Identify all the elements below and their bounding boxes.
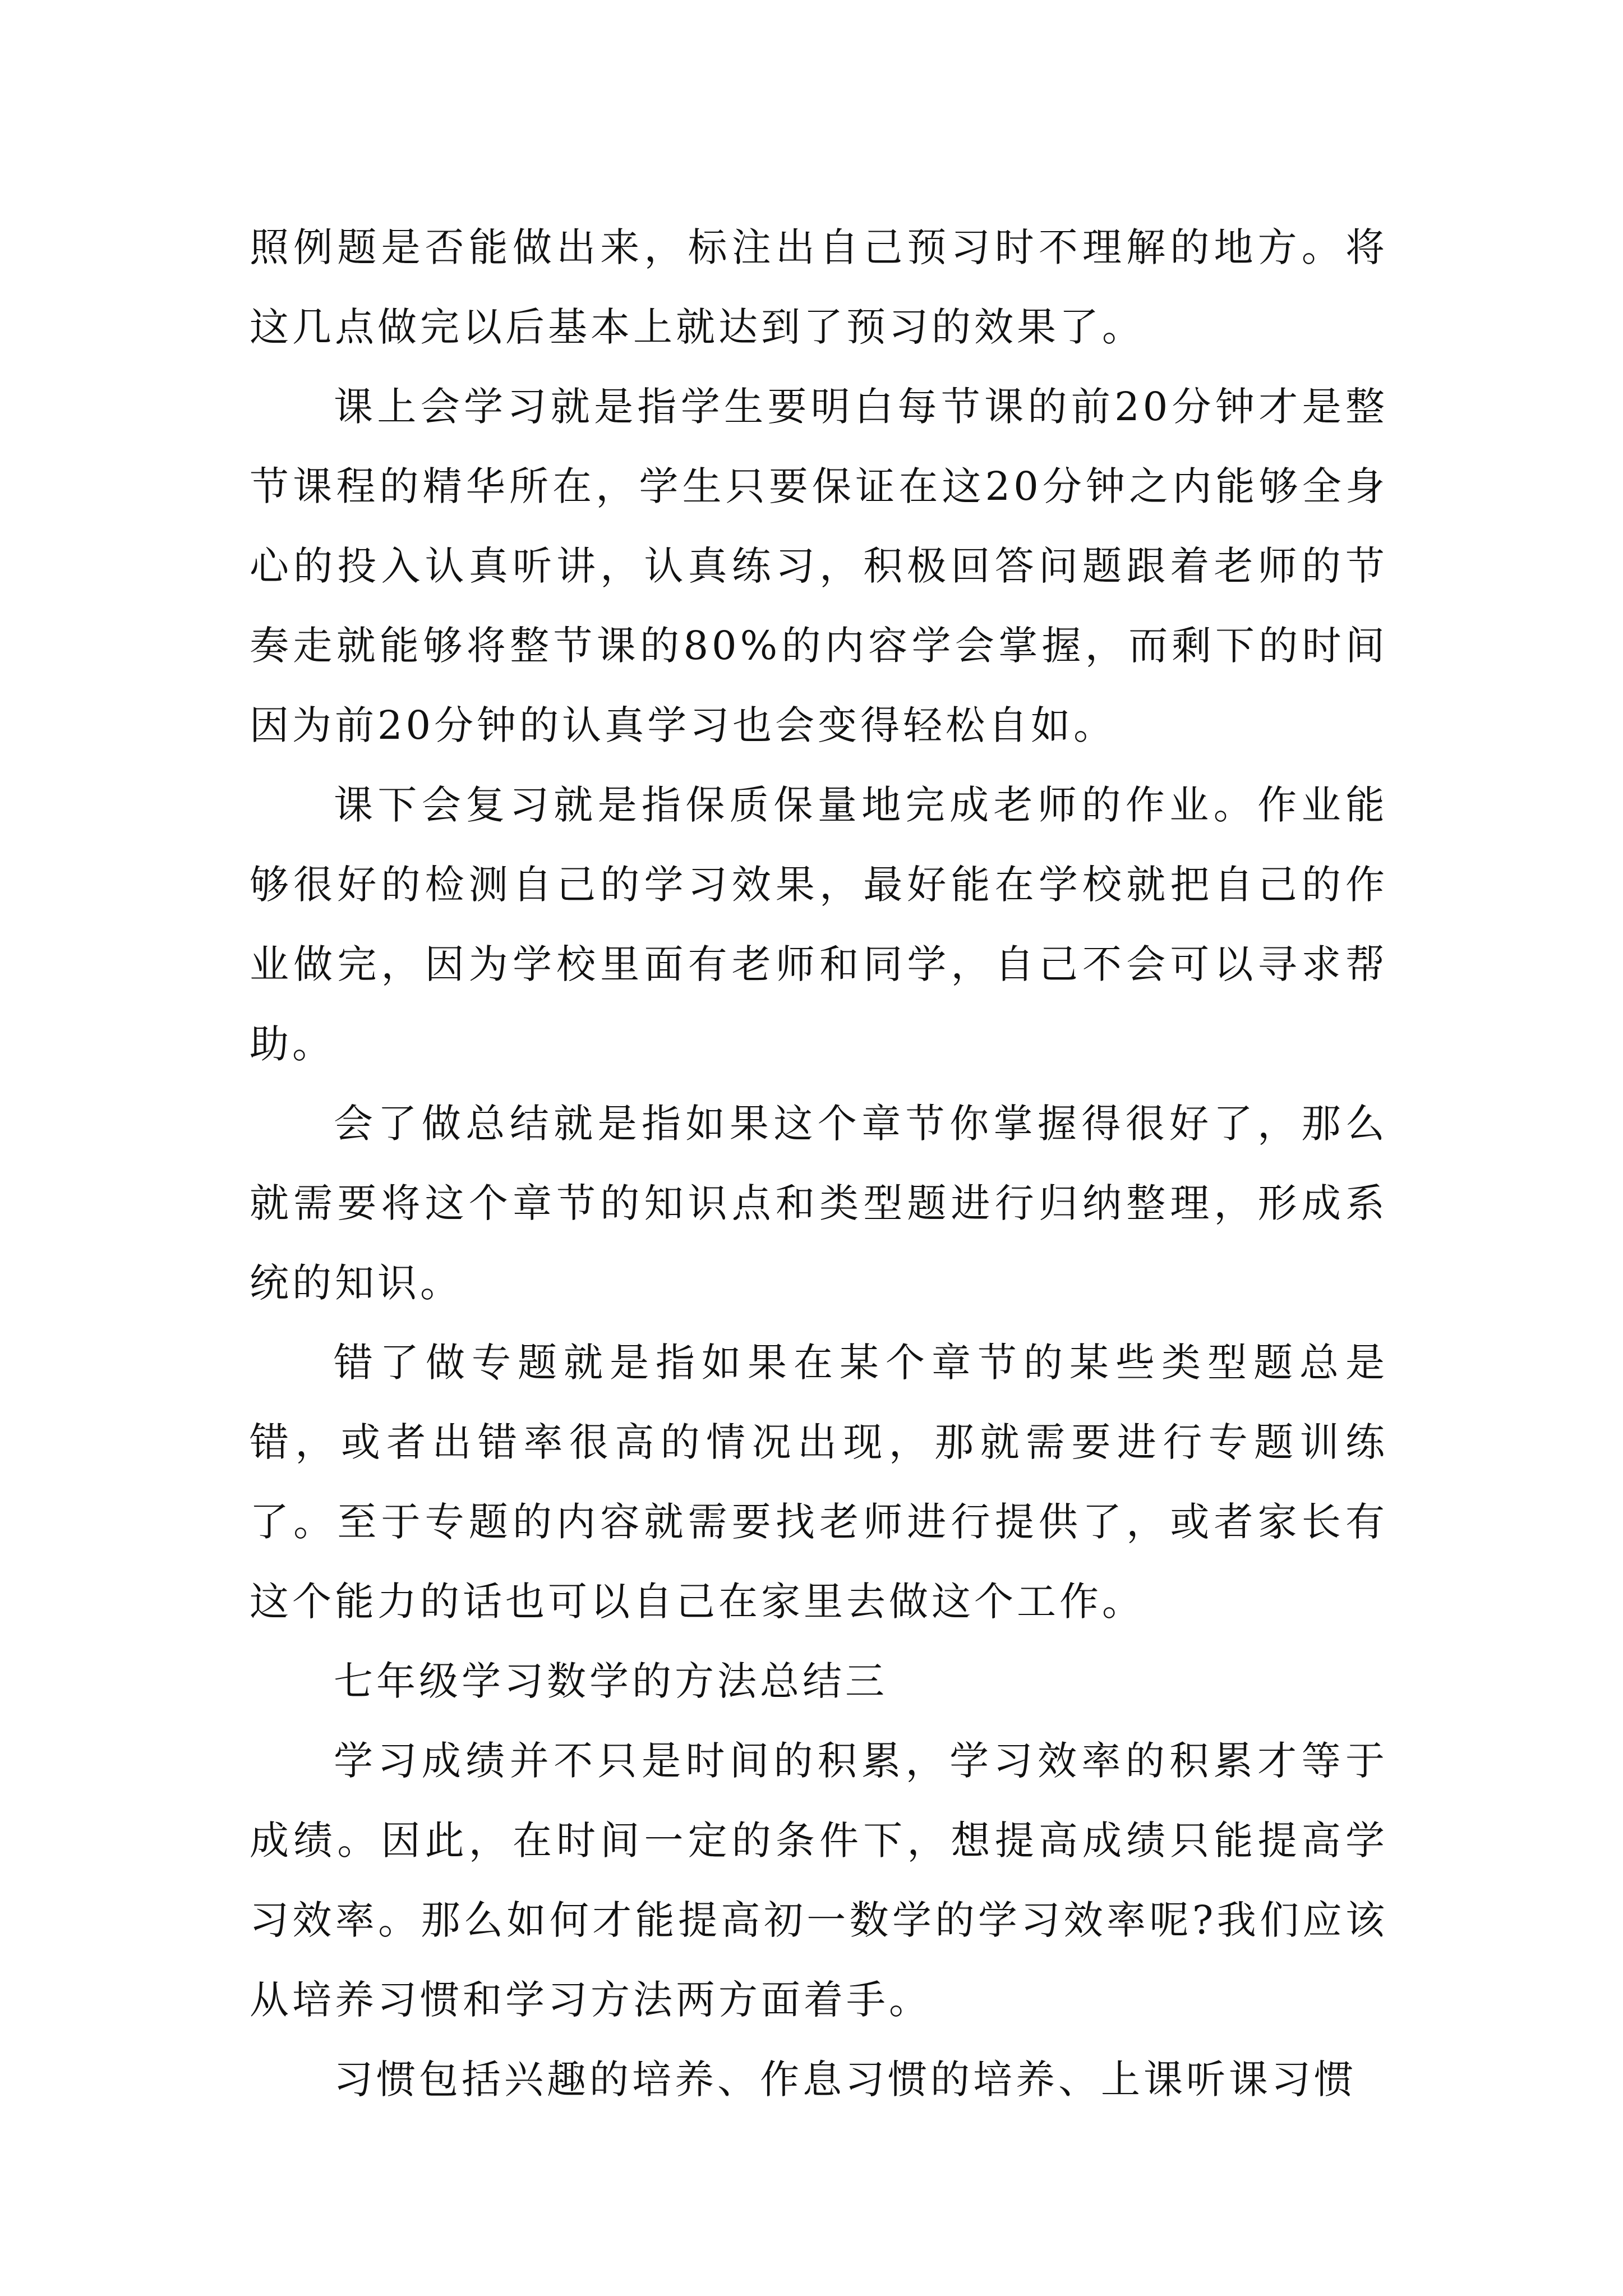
paragraph: 习惯包括兴趣的培养、作息习惯的培养、上课听课习惯 (334, 2056, 1357, 2102)
section-heading: 七年级学习数学的方法总结三 (334, 1658, 888, 1704)
paragraph: 会了做总结就是指如果这个章节你掌握得很好了，那么就需要将这个章节的知识点和类型题进行归纳整理，形成系统的知识。 (250, 1101, 1388, 1306)
paragraph: 课上会学习就是指学生要明白每节课的前20分钟才是整节课程的精华所在，学生只要保证在这20分钟之内能够全身心的投入认真听讲，认真练习，积极回答问题跟着老师的节奏走就能够将整节课的80%的内容学会掌握，而剩下的时间因为前20分钟的认真学习也会变得轻松自如。 (250, 384, 1388, 748)
paragraph: 课下会复习就是指保质保量地完成老师的作业。作业能够很好的检测自己的学习效果，最好能在学校就把自己的作业做完，因为学校里面有老师和同学，自己不会可以寻求帮助。 (250, 782, 1388, 1067)
paragraph: 错了做专题就是指如果在某个章节的某些类型题总是错，或者出错率很高的情况出现，那就需要进行专题训练了。至于专题的内容就需要找老师进行提供了，或者家长有这个能力的话也可以自己在家里去做这个工作。 (250, 1340, 1388, 1625)
document-body (250, 208, 1388, 2119)
paragraph: 学习成绩并不只是时间的积累，学习效率的积累才等于成绩。因此，在时间一定的条件下，想提高成绩只能提高学习效率。那么如何才能提高初一数学的学习效率呢?我们应该从培养习惯和学习方法两方面着手。 (250, 1738, 1388, 2023)
paragraph: 照例题是否能做出来，标注出自己预习时不理解的地方。将这几点做完以后基本上就达到了预习的效果了。 (250, 224, 1388, 350)
